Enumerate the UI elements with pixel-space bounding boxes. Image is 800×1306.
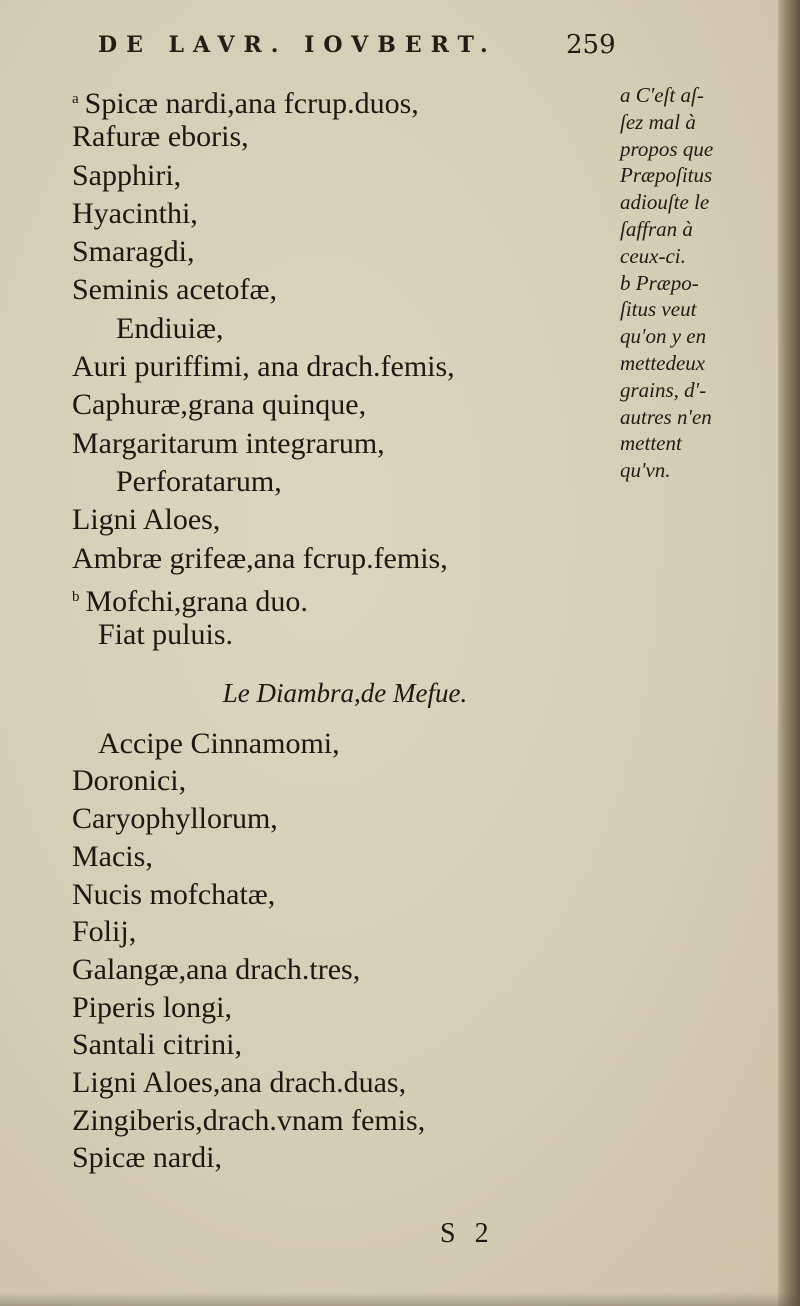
margin-note-line: ſaffran à <box>620 216 693 241</box>
running-head: DE LAVR. IOVBERT. <box>98 32 497 58</box>
margin-note-line: mettent <box>620 431 682 456</box>
text-line: Auri puriffimi, ana drach.femis, <box>72 350 455 384</box>
section-title: Le Diambra,de Mefue. <box>222 678 468 709</box>
text-line: Accipe Cinnamomi, <box>98 726 340 760</box>
margin-note-line: grains, d'- <box>620 377 707 402</box>
text-line: Macis, <box>72 839 153 873</box>
main-text-column <box>72 80 582 1177</box>
note-marker-a: a <box>72 91 79 107</box>
note-marker-b: b <box>72 588 80 605</box>
margin-note-line: propos que <box>620 136 714 161</box>
text-line: Seminis acetofæ, <box>72 273 277 307</box>
text-line: Rafuræ eboris, <box>72 120 249 154</box>
text-line: Fiat puluis. <box>98 618 234 652</box>
text-line: Spicæ nardi, <box>72 1141 222 1175</box>
text-line: Nucis mofchatæ, <box>72 877 276 911</box>
text-line: Ambræ grifeæ,ana fcrup.femis, <box>72 541 448 575</box>
signature-mark: S 2 <box>440 1218 495 1249</box>
text-line: Caphuræ,grana quinque, <box>72 388 367 422</box>
margin-note-line: autres n'en <box>620 404 712 429</box>
text-line: Caryophyllorum, <box>72 802 278 836</box>
text-line: Ligni Aloes,ana drach.duas, <box>72 1065 407 1099</box>
page-edge-shadow <box>778 0 800 1306</box>
margin-note-line: b Præpo- <box>620 270 699 295</box>
margin-notes <box>620 82 780 484</box>
text-line: Hyacinthi, <box>72 196 198 230</box>
margin-note-line: adiouſte le <box>620 190 710 215</box>
page-number: 259 <box>566 30 616 60</box>
margin-note-line: qu'vn. <box>620 458 671 483</box>
text-line: Ligni Aloes, <box>72 503 221 537</box>
text-line: Endiuiæ, <box>116 311 224 345</box>
text-line: Galangæ,ana drach.tres, <box>72 952 361 986</box>
margin-note-line: qu'on y en <box>620 324 707 349</box>
text-line: Doronici, <box>72 764 187 798</box>
margin-note-line: a C'eſt aſ- <box>620 83 704 107</box>
margin-note-line: mettedeux <box>620 350 706 375</box>
text-line: Sapphiri, <box>72 158 182 192</box>
text-line: Margaritarum integrarum, <box>72 426 385 460</box>
text-line: Smaragdi, <box>72 235 195 269</box>
text-line: Perforatarum, <box>116 464 282 498</box>
text-line: $^b$ Mofchi,grana duo. <box>72 584 308 618</box>
text-line: $^a$ Spicæ nardi,ana fcrup.duos, <box>72 87 419 120</box>
margin-note-line: ceux-ci. <box>620 243 686 268</box>
margin-note-line: Præpoſitus <box>620 163 713 188</box>
margin-note-line: ſez mal à <box>620 109 696 134</box>
text-line: Piperis longi, <box>72 990 233 1024</box>
margin-note-line: ſitus veut <box>620 297 697 322</box>
text-line: Santali citrini, <box>72 1028 242 1062</box>
text-line: Folij, <box>72 915 137 949</box>
text-line: Zingiberis,drach.vnam femis, <box>72 1103 426 1137</box>
page-bottom-shadow <box>0 1292 800 1306</box>
